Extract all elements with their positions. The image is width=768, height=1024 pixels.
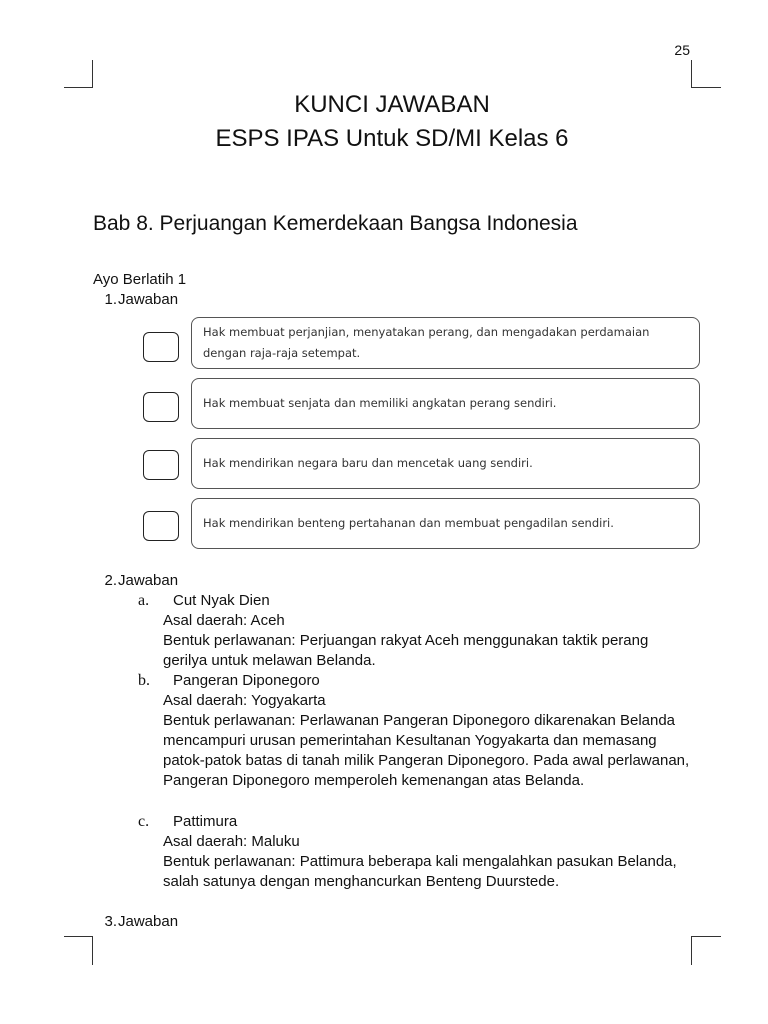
section-heading: Ayo Berlatih 1 [93,271,187,288]
item-letter: b. [138,672,150,689]
resistance-text: Bentuk perlawanan: Perjuangan rakyat Aceh menggunakan taktik perang gerilya untuk melawan Belanda. [163,632,649,669]
item-letter: c. [138,813,150,830]
statement-box: Hak membuat senjata dan memiliki angkatan perang sendiri. [191,378,700,429]
origin-text: Asal daerah: Aceh [163,612,285,629]
resistance-text: Bentuk perlawanan: Pattimura beberapa kali mengalahkan pasukan Belanda, salah satunya dengan menghancurkan Benteng Duurstede. [163,853,677,890]
crop-mark-top-left [64,60,93,88]
answer-item-b [138,671,320,691]
question-label: Jawaban [118,572,179,589]
crop-mark-bottom-right [691,936,721,965]
hero-name: Cut Nyak Dien [173,592,270,609]
resistance-text: Bentuk perlawanan: Perlawanan Pangeran Diponegoro dikarenakan Belanda mencampuri urusan pemerintahan Kesultanan Yogyakarta dan memasang patok-patok batas di tanah milik Pangeran Diponegoro. Pada awal perlawanan, Pangeran Diponegoro memperoleh kemenangan atas Belanda. [163,712,690,789]
question-label: Jawaban [118,913,179,930]
question-3 [100,912,178,932]
question-number: 2. [104,572,117,589]
statement-box: Hak membuat perjanjian, menyatakan perang, dan mengadakan perdamaian dengan raja-raja setempat. [191,317,700,369]
page-number: 25 [674,42,690,58]
answer-checkbox[interactable] [143,450,179,480]
hero-name: Pattimura [173,813,238,830]
item-letter: a. [138,592,150,609]
question-label: Jawaban [118,291,179,308]
statement-box: Hak mendirikan negara baru dan mencetak uang sendiri. [191,438,700,489]
crop-mark-top-right [691,60,721,88]
origin-text: Asal daerah: Yogyakarta [163,692,326,709]
question-1 [100,290,178,310]
hero-name: Pangeran Diponegoro [173,672,320,689]
origin-text: Asal daerah: Maluku [163,833,300,850]
answer-item-c [138,812,237,832]
question-number: 1. [104,291,117,308]
crop-mark-bottom-left [64,936,93,965]
question-2 [100,571,178,591]
page-title: KUNCI JAWABAN [294,91,490,118]
question-number: 3. [104,913,117,930]
answer-checkbox[interactable] [143,511,179,541]
answer-item-a [138,591,270,611]
page-subtitle: ESPS IPAS Untuk SD/MI Kelas 6 [215,125,569,152]
answer-checkbox[interactable] [143,392,179,422]
chapter-heading: Bab 8. Perjuangan Kemerdekaan Bangsa Indonesia [93,212,578,235]
statement-box: Hak mendirikan benteng pertahanan dan membuat pengadilan sendiri. [191,498,700,549]
answer-checkbox[interactable] [143,332,179,362]
